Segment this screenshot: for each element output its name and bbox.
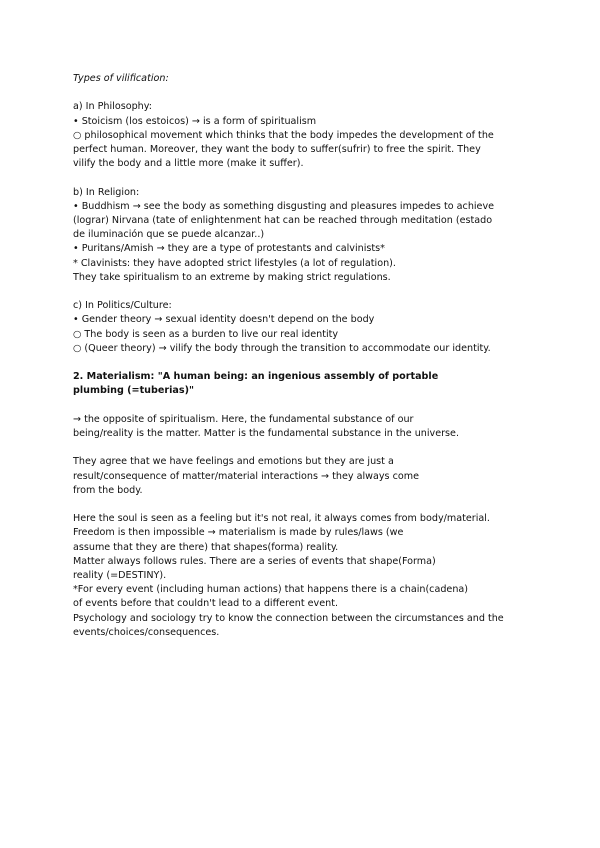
section-a-line: perfect human. Moreover, they want the body to suffer(sufrir) to free the spirit. They: [73, 144, 481, 155]
paragraph-line: Freedom is then impossible → materialism is made by rules/laws (we: [73, 527, 404, 539]
paragraph-line: Psychology and sociology try to know the connection between the circumstances and the: [73, 612, 504, 624]
paragraph-line: being/reality is the matter. Matter is the fundamental substance in the universe.: [73, 428, 459, 439]
section-c-line: • Gender theory → sexual identity doesn't depend on the body: [73, 314, 375, 326]
spacer: [73, 399, 543, 413]
spacer: [73, 498, 543, 512]
section-c-line: ○ (Queer theory) → vilify the body through the transition to accommodate our identity.: [73, 342, 491, 354]
section-c-heading: c) In Politics/Culture:: [73, 300, 172, 312]
section-c-line: ○ The body is seen as a burden to live our real identity: [73, 328, 339, 340]
paragraph-line: from the body.: [73, 484, 143, 496]
paragraph-line: → the opposite of spiritualism. Here, the fundamental substance of our: [73, 413, 414, 425]
section-b-line: (lograr) Nirvana (tate of enlightenment hat can be reached through meditation (estado: [73, 215, 493, 226]
section-b-line: * Clavinists: they have adopted strict lifestyles (a lot of regulation).: [73, 257, 396, 269]
spacer: [73, 86, 543, 100]
paragraph-line: Matter always follows rules. There are a series of events that shape(Forma): [73, 555, 436, 567]
section-2-heading: 2. Materialism: "A human being: an ingenious assembly of portable: [73, 371, 439, 383]
section-a-line: vilify the body and a little more (make it suffer).: [73, 158, 304, 170]
section-a-line: • Stoicism (los estoicos) → is a form of spiritualism: [73, 115, 317, 127]
section-b-line: • Puritans/Amish → they are a type of protestants and calvinists*: [73, 243, 385, 255]
section-b-line: • Buddhism → see the body as something disgusting and pleasures impedes to achieve: [73, 200, 495, 212]
paragraph-line: result/consequence of matter/material interactions → they always come: [73, 470, 419, 482]
paragraph-line: Here the soul is seen as a feeling but it's not real, it always comes from body/material.: [73, 513, 490, 525]
section-b-line: They take spiritualism to an extreme by making strict regulations.: [73, 271, 391, 283]
paragraph-line: assume that they are there) that shapes(forma) reality.: [73, 541, 339, 553]
spacer: [73, 356, 543, 370]
section-b-line: de iluminación que se puede alcanzar..): [73, 229, 265, 241]
paragraph-line: events/choices/consequences.: [73, 626, 220, 638]
paragraph-line: of events before that couldn't lead to a different event.: [73, 598, 338, 610]
paragraph-line: They agree that we have feelings and emotions but they are just a: [73, 456, 394, 468]
spacer: [73, 171, 543, 185]
section-a-heading: a) In Philosophy:: [73, 101, 152, 113]
spacer: [73, 285, 543, 299]
document-page: [73, 72, 543, 640]
document-title: Types of vilification:: [73, 73, 169, 84]
paragraph-line: reality (=DESTINY).: [73, 570, 167, 581]
spacer: [73, 441, 543, 455]
section-2-heading: plumbing (=tuberias)": [73, 385, 194, 397]
section-b-heading: b) In Religion:: [73, 186, 140, 198]
paragraph-line: *For every event (including human actions) that happens there is a chain(cadena): [73, 584, 469, 596]
section-a-line: ○ philosophical movement which thinks that the body impedes the development of the: [73, 129, 494, 141]
